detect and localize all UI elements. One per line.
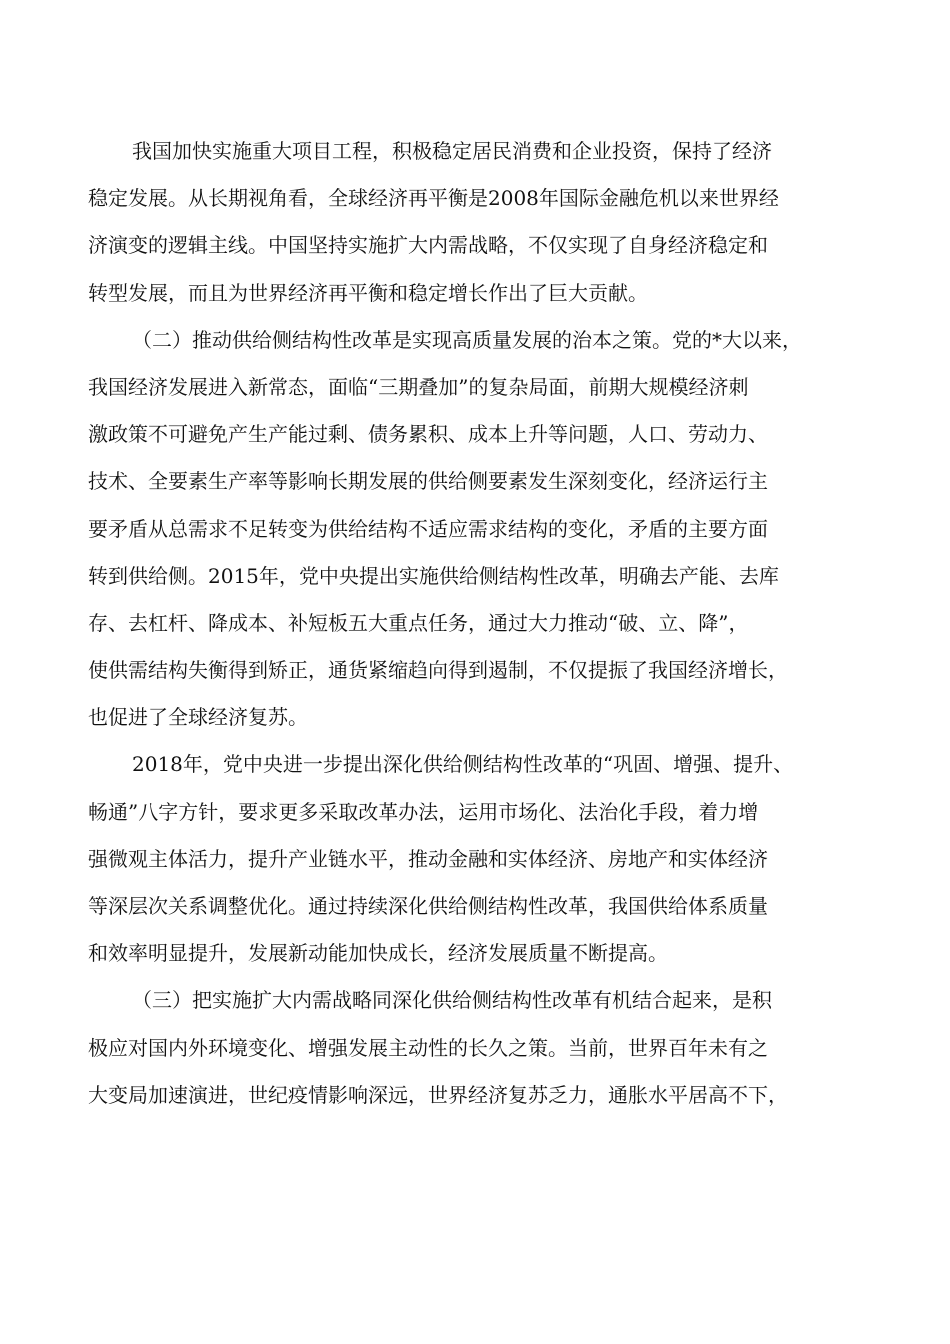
document-body: [88, 128, 868, 1119]
text-line: 济演变的逻辑主线。中国坚持实施扩大内需战略，不仅实现了自身经济稳定和: [88, 233, 768, 258]
text-line: 畅通”八字方针，要求更多采取改革办法，运用市场化、法治化手段，着力增: [88, 799, 759, 824]
text-line: 稳定发展。从长期视角看，全球经济再平衡是2008年国际金融危机以来世界经: [88, 186, 779, 211]
text-line: 转到供给侧。2015年，党中央提出实施供给侧结构性改革，明确去产能、去库: [88, 563, 779, 588]
text-line: 大变局加速演进，世纪疫情影响深远，世界经济复苏乏力，通胀水平居高不下，: [88, 1082, 788, 1107]
section-heading-line: （三）把实施扩大内需战略同深化供给侧结构性改革有机结合起来，是积: [132, 988, 772, 1013]
paragraph-2: [88, 317, 868, 742]
section-heading-line: （二）推动供给侧结构性改革是实现高质量发展的治本之策。党的*大以来，: [132, 327, 802, 352]
text-line: 2018年，党中央进一步提出深化供给侧结构性改革的“巩固、增强、提升、: [132, 752, 794, 777]
text-line: 极应对国内外环境变化、增强发展主动性的长久之策。当前，世界百年未有之: [88, 1035, 768, 1060]
text-line: 强微观主体活力，提升产业链水平，推动金融和实体经济、房地产和实体经济: [88, 846, 768, 871]
text-line: 我国经济发展进入新常态，面临“三期叠加”的复杂局面，前期大规模经济刺: [88, 374, 749, 399]
text-line: 技术、全要素生产率等影响长期发展的供给侧要素发生深刻变化，经济运行主: [88, 469, 768, 494]
text-line: 要矛盾从总需求不足转变为供给结构不适应需求结构的变化，矛盾的主要方面: [88, 516, 768, 541]
text-line: 存、去杠杆、降成本、补短板五大重点任务，通过大力推动“破、立、降”，: [88, 610, 749, 635]
paragraph-4: [88, 977, 868, 1119]
paragraph-1: [88, 128, 868, 317]
text-line: 等深层次关系调整优化。通过持续深化供给侧结构性改革，我国供给体系质量: [88, 894, 768, 918]
text-line: 转型发展，而且为世界经济再平衡和稳定增长作出了巨大贡献。: [88, 280, 648, 305]
text-line: 激政策不可避免产生产能过剩、债务累积、成本上升等问题，人口、劳动力、: [88, 422, 768, 447]
text-line: 使供需结构失衡得到矫正，通货紧缩趋向得到遏制，不仅提振了我国经济增长，: [88, 658, 788, 683]
paragraph-3: [88, 741, 868, 977]
text-line: 和效率明显提升，发展新动能加快成长，经济发展质量不断提高。: [88, 941, 668, 966]
text-line: 也促进了全球经济复苏。: [88, 705, 308, 730]
text-line: 我国加快实施重大项目工程，积极稳定居民消费和企业投资，保持了经济: [132, 139, 772, 163]
